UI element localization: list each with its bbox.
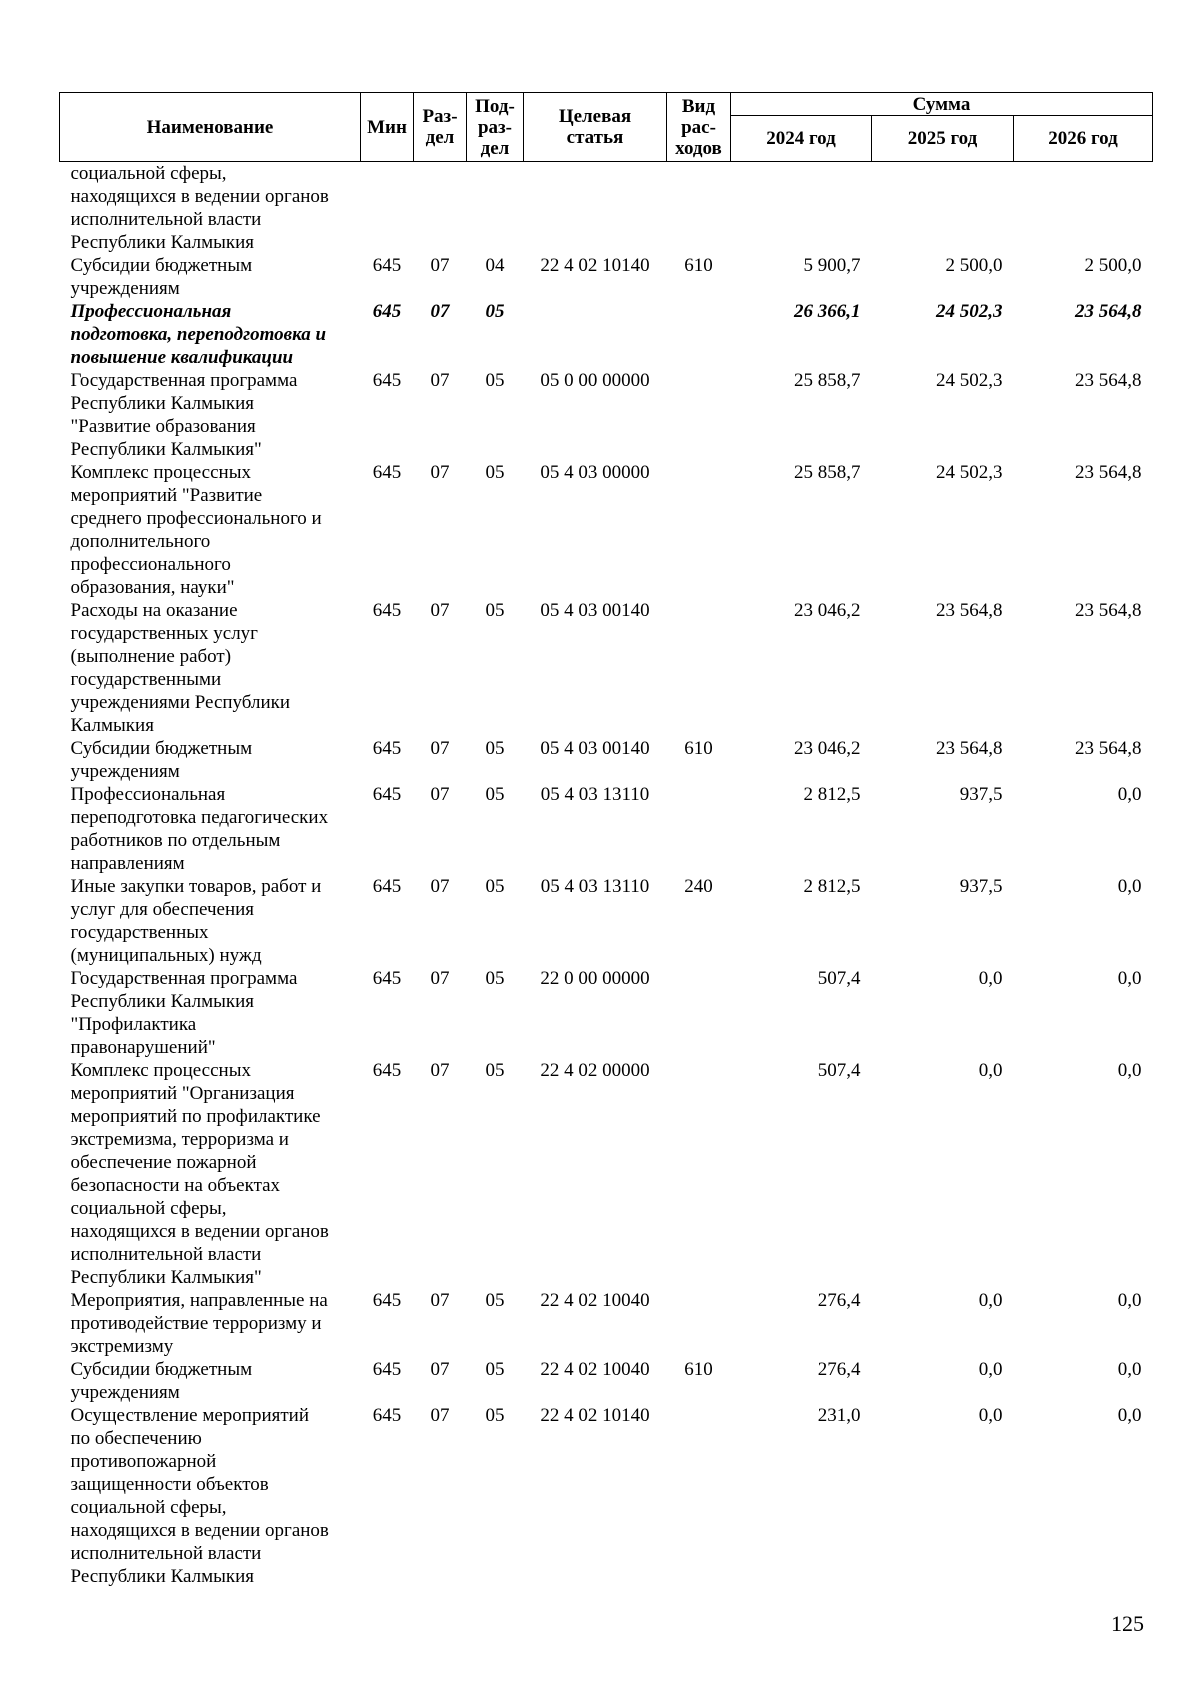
- cell-razdel: 07: [430, 462, 450, 483]
- header-year-2025: 2025 год: [872, 116, 1014, 162]
- table-row: [60, 967, 1153, 1059]
- cell-razdel: 07: [430, 301, 450, 322]
- header-summa: Сумма: [731, 93, 1153, 116]
- cell-razdel: 07: [430, 784, 450, 805]
- cell-2026: 2 500,0: [1084, 255, 1142, 276]
- cell-podrazdel: [467, 162, 524, 255]
- cell-vid: 610: [684, 255, 713, 276]
- cell-2026: 0,0: [1117, 876, 1142, 897]
- table-row: [60, 461, 1153, 599]
- table-row: [60, 737, 1153, 783]
- table-row: [60, 300, 1153, 369]
- cell-podrazdel: 05: [485, 1290, 505, 1311]
- cell-2025: 24 502,3: [936, 370, 1003, 391]
- cell-2025: 24 502,3: [936, 462, 1003, 483]
- cell-2026: 0,0: [1117, 1290, 1142, 1311]
- cell-2025: 0,0: [978, 968, 1003, 989]
- cell-name: социальной сферы, находящихся в ведении органов исполнительной власти Республики Калмыкия: [70, 163, 329, 253]
- cell-name: Субсидии бюджетным учреждениям: [70, 1359, 253, 1403]
- header-min: Мин: [361, 93, 414, 162]
- cell-min: 645: [372, 738, 402, 759]
- cell-podrazdel: 05: [485, 370, 505, 391]
- cell-podrazdel: 05: [485, 301, 505, 322]
- cell-target: 22 0 00 00000: [540, 968, 650, 989]
- cell-razdel: 07: [430, 600, 450, 621]
- cell-2024: 5 900,7: [803, 255, 861, 276]
- cell-2024: 276,4: [817, 1290, 861, 1311]
- cell-2024: 2 812,5: [803, 784, 861, 805]
- cell-razdel: 07: [430, 1405, 450, 1426]
- table-row: [60, 369, 1153, 461]
- cell-2026: 23 564,8: [1075, 738, 1142, 759]
- cell-2024: [731, 162, 872, 255]
- cell-vid: 610: [684, 738, 713, 759]
- cell-vid: [667, 967, 731, 1059]
- budget-table: [59, 92, 1153, 1588]
- cell-min: 645: [372, 784, 402, 805]
- cell-2025: 937,5: [959, 876, 1003, 897]
- cell-podrazdel: 05: [485, 968, 505, 989]
- cell-vid: 240: [684, 876, 713, 897]
- cell-razdel: 07: [430, 370, 450, 391]
- cell-name: Субсидии бюджетным учреждениям: [70, 255, 253, 299]
- cell-podrazdel: 05: [485, 1405, 505, 1426]
- cell-2025: 0,0: [978, 1405, 1003, 1426]
- cell-name: Профессиональная переподготовка педагогических работников по отдельным направлениям: [70, 784, 329, 874]
- header-year-2024: 2024 год: [731, 116, 872, 162]
- cell-min: 645: [372, 1359, 402, 1380]
- cell-2026: [1014, 162, 1153, 255]
- cell-2025: 23 564,8: [936, 738, 1003, 759]
- cell-vid: [667, 599, 731, 737]
- cell-name: Комплекс процессных мероприятий "Организация мероприятий по профилактике экстремизма, терроризма и обеспечение пожарной безопасности на объектах социальной сферы, находящихся в ведении органов исполнительной власти Республики Калмыкия": [70, 1060, 329, 1288]
- cell-min: [361, 162, 414, 255]
- cell-target: [524, 300, 667, 369]
- cell-target: 22 4 02 10040: [540, 1290, 650, 1311]
- cell-2024: 26 366,1: [794, 301, 861, 322]
- cell-2025: 0,0: [978, 1290, 1003, 1311]
- table-row: [60, 783, 1153, 875]
- cell-2026: 23 564,8: [1075, 301, 1142, 322]
- cell-2026: 0,0: [1117, 784, 1142, 805]
- cell-2024: 507,4: [817, 1060, 861, 1081]
- cell-target: 05 4 03 00000: [540, 462, 650, 483]
- cell-target: 22 4 02 00000: [540, 1060, 650, 1081]
- header-razdel: Раз- дел: [414, 93, 467, 162]
- cell-2024: 2 812,5: [803, 876, 861, 897]
- cell-2024: 25 858,7: [794, 370, 861, 391]
- cell-2024: 23 046,2: [794, 600, 861, 621]
- header-vid: Вид рас- ходов: [667, 93, 731, 162]
- cell-min: 645: [372, 968, 402, 989]
- cell-name: Осуществление мероприятий по обеспечению противопожарной защищенности объектов социальной сферы, находящихся в ведении органов исполнительной власти Республики Калмыкия: [70, 1405, 329, 1587]
- cell-razdel: 07: [430, 968, 450, 989]
- cell-min: 645: [372, 876, 402, 897]
- cell-name: Субсидии бюджетным учреждениям: [70, 738, 253, 782]
- cell-podrazdel: 05: [485, 876, 505, 897]
- header-name: Наименование: [60, 93, 361, 162]
- page-number: 125: [1111, 1611, 1144, 1636]
- table-row: [60, 254, 1153, 300]
- cell-2026: 23 564,8: [1075, 370, 1142, 391]
- cell-razdel: 07: [430, 876, 450, 897]
- cell-2026: 0,0: [1117, 968, 1142, 989]
- header-year-2026: 2026 год: [1014, 116, 1153, 162]
- cell-min: 645: [372, 1060, 402, 1081]
- cell-2024: 23 046,2: [794, 738, 861, 759]
- cell-2026: 23 564,8: [1075, 600, 1142, 621]
- header-target: Целевая статья: [524, 93, 667, 162]
- cell-min: 645: [372, 1290, 402, 1311]
- cell-podrazdel: 04: [485, 255, 505, 276]
- cell-2025: 937,5: [959, 784, 1003, 805]
- cell-podrazdel: 05: [485, 600, 505, 621]
- cell-name: Комплекс процессных мероприятий "Развитие среднего профессионального и дополнительного профессионального образования, науки": [70, 462, 322, 598]
- cell-2024: 276,4: [817, 1359, 861, 1380]
- cell-2025: 2 500,0: [945, 255, 1003, 276]
- cell-target: [524, 162, 667, 255]
- cell-vid: 610: [684, 1359, 713, 1380]
- cell-min: 645: [372, 370, 402, 391]
- cell-podrazdel: 05: [485, 1060, 505, 1081]
- table-body: [60, 162, 1153, 1589]
- table-row: [60, 1358, 1153, 1404]
- table-row: [60, 1404, 1153, 1588]
- cell-podrazdel: 05: [485, 784, 505, 805]
- cell-target: 05 4 03 13110: [540, 876, 650, 897]
- cell-vid: [667, 162, 731, 255]
- cell-2024: 25 858,7: [794, 462, 861, 483]
- cell-razdel: 07: [430, 1060, 450, 1081]
- cell-podrazdel: 05: [485, 462, 505, 483]
- cell-2026: 0,0: [1117, 1405, 1142, 1426]
- cell-target: 22 4 02 10040: [540, 1359, 650, 1380]
- table-row: [60, 1289, 1153, 1358]
- table-row: [60, 875, 1153, 967]
- table-row: [60, 599, 1153, 737]
- cell-2026: 23 564,8: [1075, 462, 1142, 483]
- cell-razdel: 07: [430, 1290, 450, 1311]
- cell-target: 22 4 02 10140: [540, 255, 650, 276]
- cell-vid: [667, 783, 731, 875]
- cell-vid: [667, 1404, 731, 1588]
- cell-2025: 24 502,3: [936, 301, 1003, 322]
- cell-2024: 231,0: [817, 1405, 861, 1426]
- cell-min: 645: [372, 301, 402, 322]
- cell-vid: [667, 369, 731, 461]
- cell-target: 05 4 03 00140: [540, 600, 650, 621]
- cell-name: Иные закупки товаров, работ и услуг для обеспечения государственных (муниципальных) нужд: [70, 876, 322, 966]
- cell-2026: 0,0: [1117, 1060, 1142, 1081]
- cell-2025: 0,0: [978, 1060, 1003, 1081]
- cell-min: 645: [372, 462, 402, 483]
- cell-name: Государственная программа Республики Калмыкия "Развитие образования Республики Калмыкия": [70, 370, 298, 460]
- cell-2025: 0,0: [978, 1359, 1003, 1380]
- cell-2024: 507,4: [817, 968, 861, 989]
- cell-min: 645: [372, 600, 402, 621]
- cell-name: Профессиональная подготовка, переподготовка и повышение квалификации: [70, 301, 327, 368]
- cell-vid: [667, 1059, 731, 1289]
- cell-razdel: 07: [430, 1359, 450, 1380]
- cell-target: 05 4 03 00140: [540, 738, 650, 759]
- cell-min: 645: [372, 1405, 402, 1426]
- cell-vid: [667, 1289, 731, 1358]
- cell-2026: 0,0: [1117, 1359, 1142, 1380]
- cell-razdel: [414, 162, 467, 255]
- cell-podrazdel: 05: [485, 738, 505, 759]
- cell-vid: [667, 461, 731, 599]
- table-row: [60, 1059, 1153, 1289]
- cell-name: Мероприятия, направленные на противодействие терроризму и экстремизму: [70, 1290, 328, 1357]
- cell-razdel: 07: [430, 255, 450, 276]
- cell-2025: 23 564,8: [936, 600, 1003, 621]
- cell-2025: [872, 162, 1014, 255]
- cell-vid: [667, 300, 731, 369]
- table-row: [60, 162, 1153, 255]
- cell-podrazdel: 05: [485, 1359, 505, 1380]
- cell-target: 05 0 00 00000: [540, 370, 650, 391]
- cell-target: 22 4 02 10140: [540, 1405, 650, 1426]
- cell-name: Государственная программа Республики Калмыкия "Профилактика правонарушений": [70, 968, 298, 1058]
- cell-target: 05 4 03 13110: [540, 784, 650, 805]
- header-podrazdel: Под- раз- дел: [467, 93, 524, 162]
- cell-razdel: 07: [430, 738, 450, 759]
- cell-min: 645: [372, 255, 402, 276]
- cell-name: Расходы на оказание государственных услуг (выполнение работ) государственными учреждениями Республики Калмыкия: [70, 600, 291, 736]
